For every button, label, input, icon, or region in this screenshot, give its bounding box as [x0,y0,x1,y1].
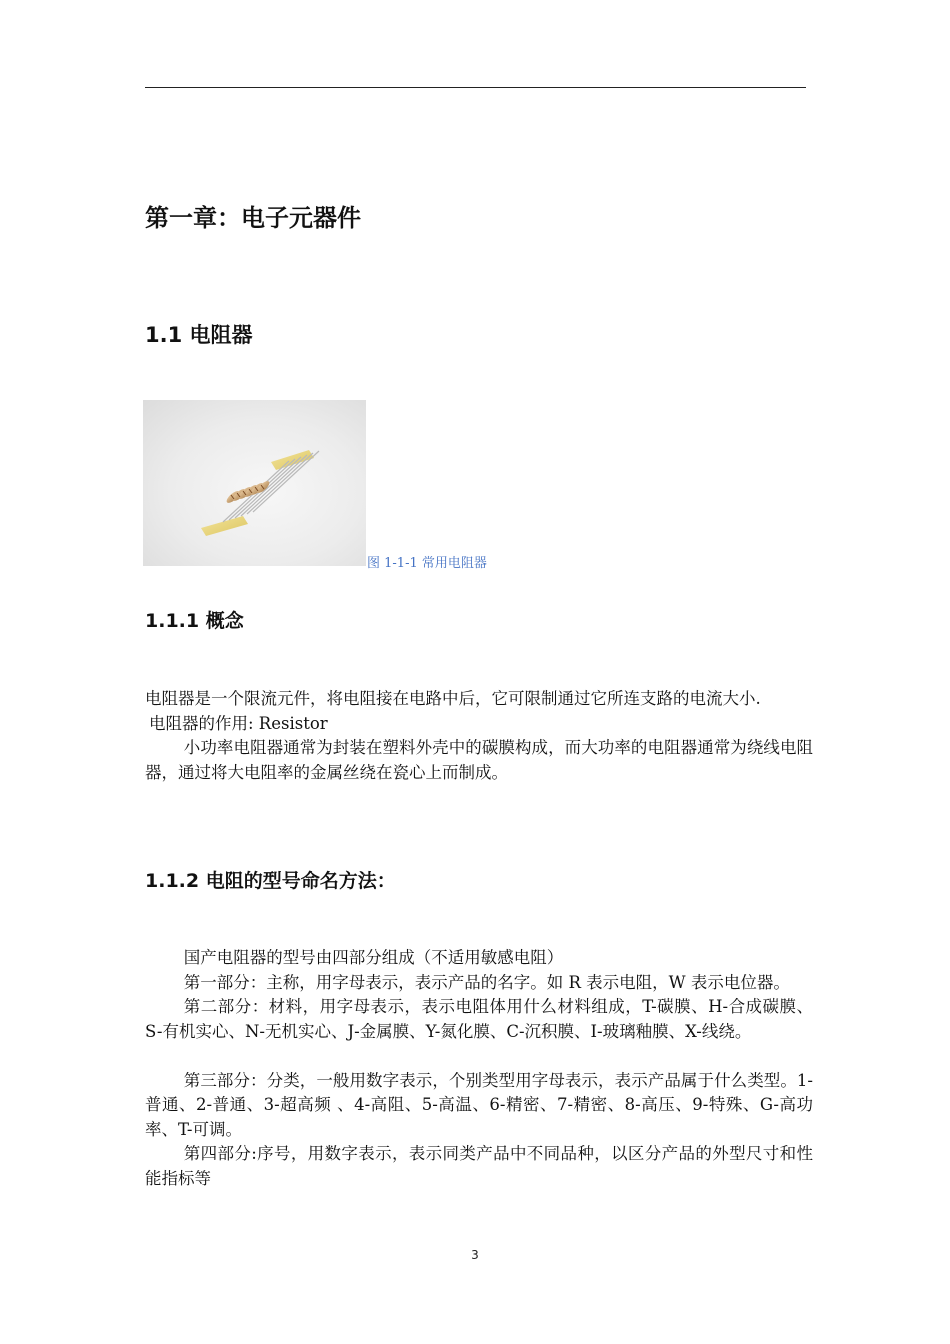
concept-paragraphs [145,687,813,785]
naming-paragraphs [145,946,813,1191]
concept-paragraph: 电阻器是一个限流元件，将电阻接在电路中后，它可限制通过它所连支路的电流大小. [145,689,761,708]
naming-paragraph: 第三部分：分类，一般用数字表示，个别类型用字母表示，表示产品属于什么类型。1-普通、2-普通、3-超高频 、4-高阻、5-高温、6-精密、7-精密、8-高压、9-特殊、G-高功率、T-可调。 [145,1070,813,1139]
chapter-title: 第一章：电子元器件 [145,204,361,232]
naming-paragraph: 国产电阻器的型号由四部分组成（不适用敏感电阻） [183,948,564,967]
naming-paragraph: 第四部分:序号，用数字表示，表示同类产品中不同品种，以区分产品的外型尺寸和性能指标等 [145,1144,813,1188]
naming-paragraph: 第二部分：材料，用字母表示，表示电阻体用什么材料组成，T-碳膜、H-合成碳膜、S-有机实心、N-无机实心、J-金属膜、Y-氮化膜、C-沉积膜、I-玻璃釉膜、X-线绕。 [145,997,813,1041]
subsection-title-naming: 1.1.2 电阻的型号命名方法： [145,870,396,892]
subsection-title-concept: 1.1.1 概念 [145,610,244,632]
concept-paragraph: 电阻器的作用: Resistor [149,713,328,733]
page-number: 3 [471,1248,479,1262]
naming-paragraph: 第一部分：主称，用字母表示，表示产品的名字。如 R 表示电阻，W 表示电位器。 [183,972,790,992]
figure-caption: 图 1-1-1 常用电阻器 [367,556,487,571]
resistor-strip-illustration [143,400,366,566]
paragraph-gap [145,1044,813,1069]
section-title: 1.1 电阻器 [145,323,253,347]
header-rule [145,87,806,88]
concept-paragraph: 小功率电阻器通常为封装在塑料外壳中的碳膜构成，而大功率的电阻器通常为绕线电阻器，通过将大电阻率的金属丝绕在瓷心上而制成。 [145,738,813,782]
resistor-photo [143,400,366,566]
